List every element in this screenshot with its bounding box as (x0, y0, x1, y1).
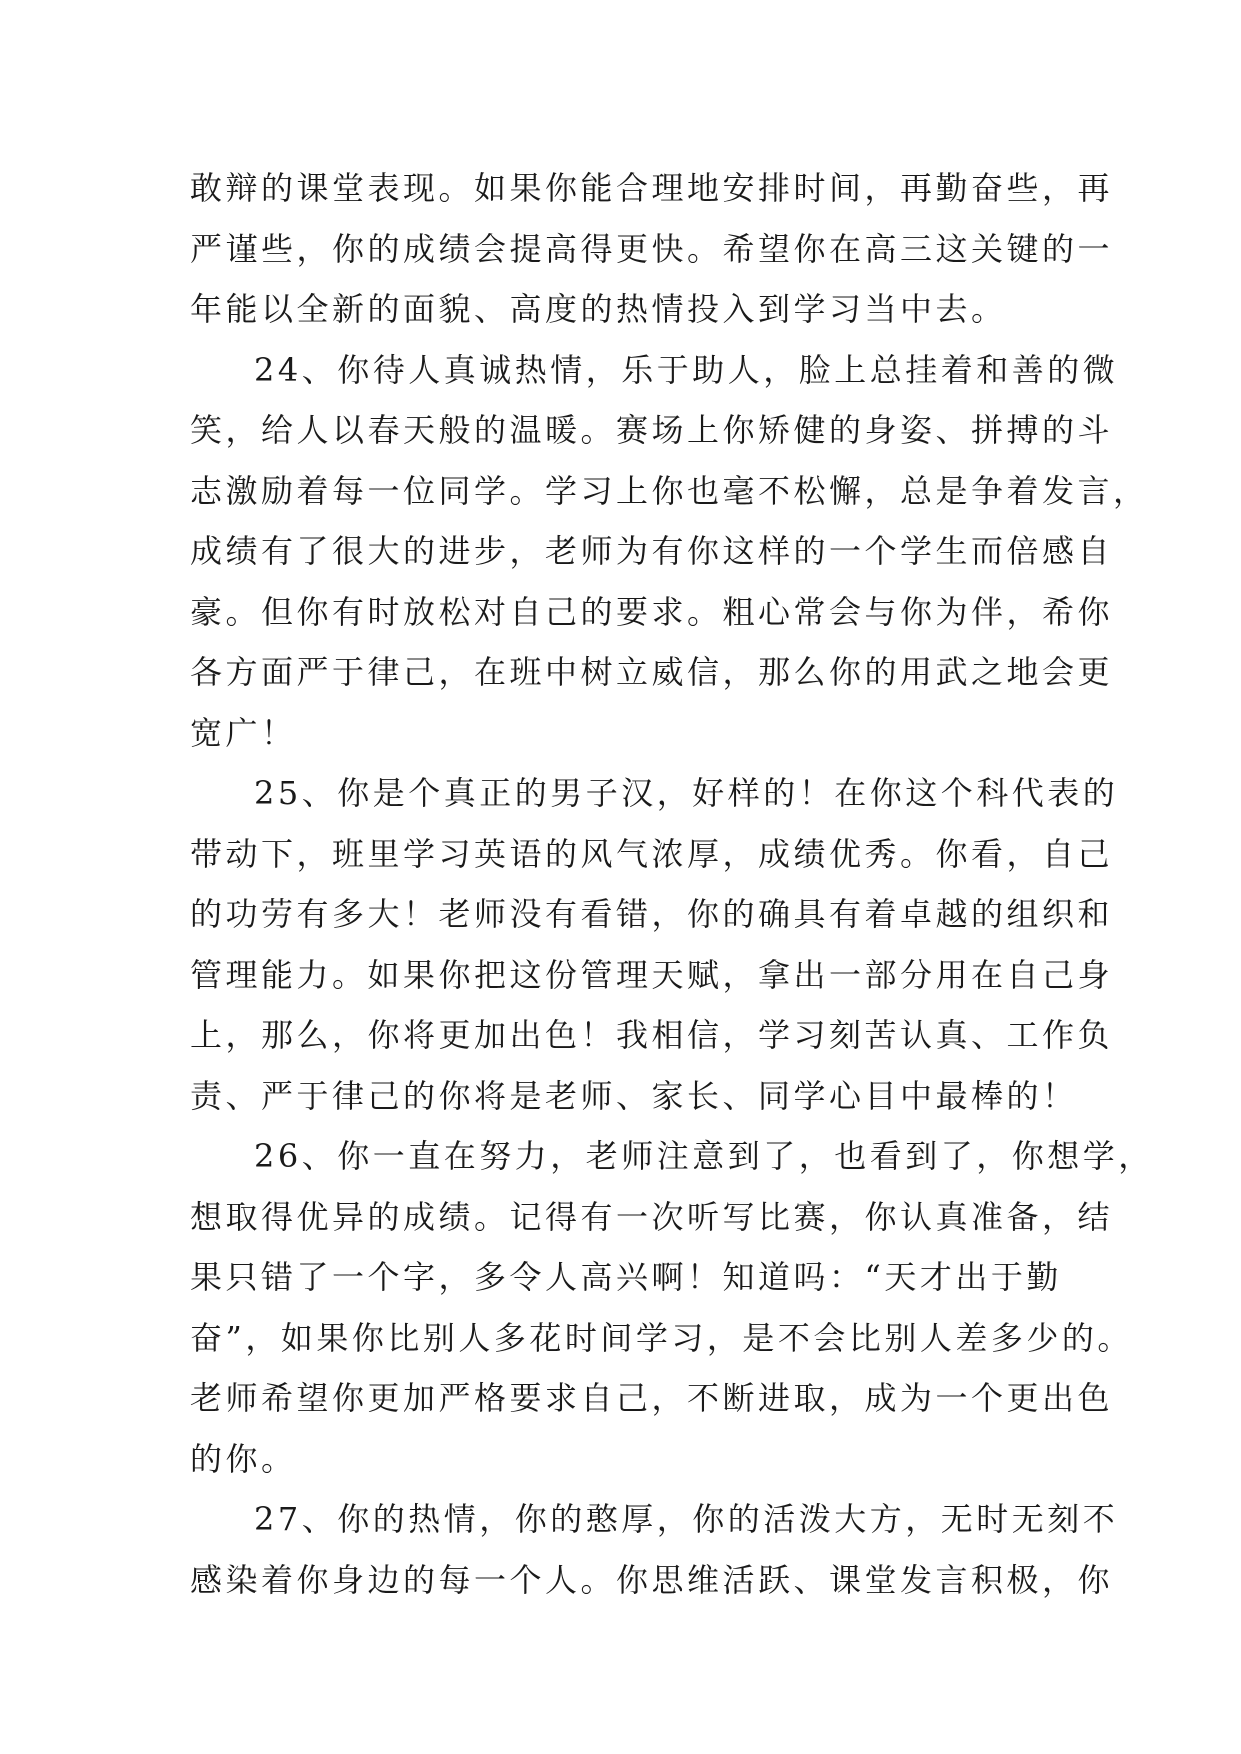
text-line: 奋”，如果你比别人多花时间学习，是不会比别人差多少的。 (190, 1318, 1133, 1357)
text-line: 豪。但你有时放松对自己的要求。粗心常会与你为伴，希你 (190, 592, 1114, 631)
text-line: 宽广！ (190, 713, 297, 752)
text-line: 上，那么，你将更加出色！我相信，学习刻苦认真、工作负 (190, 1016, 1114, 1054)
text-line: 成绩有了很大的进步，老师为有你这样的一个学生而倍感自 (190, 532, 1114, 570)
paragraph-start-27: 27、你的热情，你的憨厚，你的活泼大方，无时无刻不 (254, 1500, 1119, 1538)
text-line: 老师希望你更加严格要求自己，不断进取，成为一个更出色 (190, 1379, 1114, 1417)
text-line: 各方面严于律己，在班中树立威信，那么你的用武之地会更 (190, 653, 1114, 691)
text-line: 感染着你身边的每一个人。你思维活跃、课堂发言积极，你 (190, 1560, 1114, 1599)
paragraph-start-25: 25、你是个真正的男子汉，好样的！在你这个科代表的 (254, 774, 1119, 812)
document-body (190, 158, 1154, 1610)
text-line: 想取得优异的成绩。记得有一次听写比赛，你认真准备，结 (190, 1197, 1114, 1236)
paragraph-start-24: 24、你待人真诚热情，乐于助人，脸上总挂着和善的微 (254, 350, 1119, 389)
text-line: 志激励着每一位同学。学习上你也毫不松懈，总是争着发言， (190, 471, 1149, 510)
text-line: 笑，给人以春天般的温暖。赛场上你矫健的身姿、拼搏的斗 (190, 411, 1114, 449)
text-line: 敢辩的课堂表现。如果你能合理地安排时间，再勤奋些，再 (190, 169, 1114, 207)
text-line: 带动下，班里学习英语的风气浓厚，成绩优秀。你看，自己 (190, 834, 1114, 873)
text-line: 果只错了一个字，多令人高兴啊！知道吗：“天才出于勤 (190, 1258, 1062, 1296)
text-line: 管理能力。如果你把这份管理天赋，拿出一部分用在自己身 (190, 955, 1114, 994)
text-line: 的你。 (190, 1439, 297, 1478)
text-line: 责、严于律己的你将是老师、家长、同学心目中最棒的！ (190, 1076, 1078, 1115)
text-line: 严谨些，你的成绩会提高得更快。希望你在高三这关键的一 (190, 229, 1114, 268)
text-line: 的功劳有多大！老师没有看错，你的确具有着卓越的组织和 (190, 895, 1114, 933)
text-line: 年能以全新的面貌、高度的热情投入到学习当中去。 (190, 290, 1007, 328)
paragraph-start-26: 26、你一直在努力，老师注意到了，也看到了，你想学， (254, 1137, 1154, 1175)
